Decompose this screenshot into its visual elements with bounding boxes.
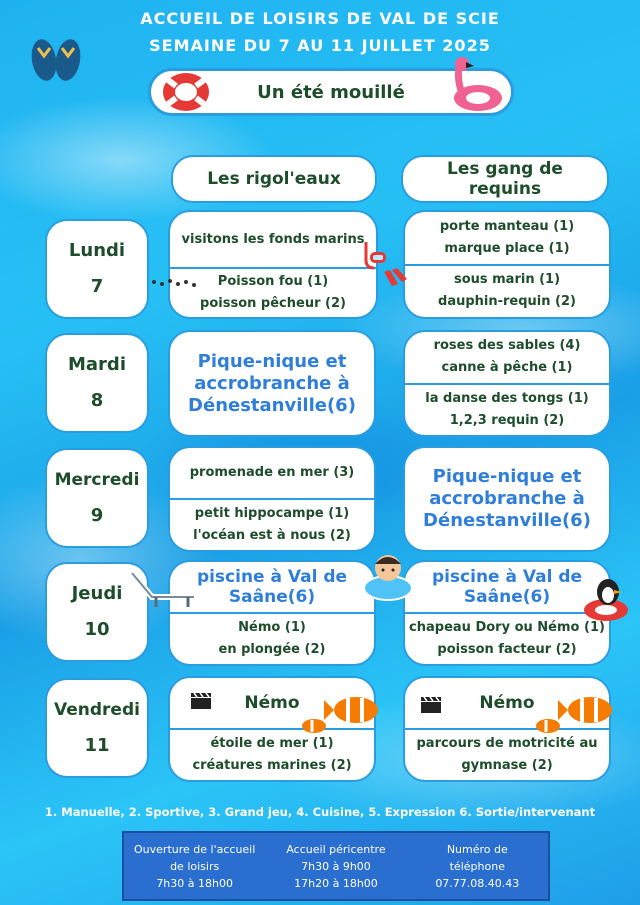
activity-mardi-requins — [403, 330, 611, 437]
activity-highlight: Pique-nique et accrobranche à Dénestanville(6) — [423, 466, 591, 531]
fish-school-icon — [150, 276, 200, 290]
deck-chair-icon — [128, 563, 200, 611]
group-label: Les rigol'eaux — [207, 169, 341, 189]
activity-text: poisson facteur (2) — [437, 642, 577, 657]
activity-text: la danse des tongs (1) — [425, 390, 589, 406]
activity-text: 1,2,3 requin (2) — [449, 412, 565, 428]
activity-text: chapeau Dory ou Némo (1) — [409, 620, 605, 635]
info-footer — [122, 831, 550, 901]
penguin-float-icon — [580, 576, 632, 624]
footer-text: de loisirs — [170, 860, 220, 873]
group-header-requins — [401, 155, 609, 203]
footer-text: 7h30 à 18h00 — [156, 877, 233, 890]
activity-text: gymnase (2) — [461, 758, 553, 773]
opening-hours — [130, 841, 260, 892]
activity-legend: 1. Manuelle, 2. Sportive, 3. Grand jeu, 4. Cuisine, 5. Expression 6. Sortie/intervenant — [44, 805, 596, 819]
activity-text: sous marin (1) — [453, 272, 561, 288]
day-name: Jeudi — [71, 583, 123, 604]
activity-text: porte manteau (1) — [439, 218, 575, 234]
activity-text: Némo (1) — [238, 620, 306, 635]
activity-text: Poisson fou (1) — [217, 274, 329, 290]
day-vendredi — [45, 678, 149, 778]
flip-flops-icon — [28, 36, 86, 84]
day-name: Lundi — [68, 240, 126, 261]
footer-text: Ouverture de l'accueil — [134, 843, 256, 856]
life-buoy-icon — [160, 70, 212, 114]
activity-text: en plongée (2) — [218, 642, 326, 657]
activity-text: l'océan est à nous (2) — [193, 528, 351, 543]
group-header-rigoleaux — [171, 155, 377, 203]
snorkel-mask-icon — [360, 238, 408, 288]
activity-text: dauphin-requin (2) — [438, 294, 576, 310]
phone-number — [412, 841, 542, 892]
activity-text: promenade en mer (3) — [189, 465, 355, 480]
footer-text: 7h30 à 9h00 — [301, 860, 371, 873]
activity-mercredi-requins — [403, 446, 611, 552]
activity-mercredi-rigoleaux — [168, 446, 376, 552]
activity-lundi-rigoleaux — [168, 210, 378, 319]
swimmer-boy-icon — [360, 546, 416, 604]
activity-text: étoile de mer (1) — [210, 736, 334, 751]
footer-text: Accueil péricentre — [286, 843, 386, 856]
footer-text: 17h20 à 18h00 — [294, 877, 378, 890]
clownfish-icon — [298, 694, 382, 736]
footer-text: Numéro de — [446, 843, 508, 856]
page-title: ACCUEIL DE LOISIRS DE VAL DE SCIE — [140, 9, 500, 28]
clownfish-icon — [532, 694, 616, 736]
day-number: 10 — [84, 619, 110, 640]
activity-text: roses des sables (4) — [433, 338, 581, 354]
day-number: 9 — [90, 505, 104, 526]
activity-text: marque place (1) — [444, 240, 570, 256]
day-number: 7 — [90, 276, 104, 297]
clapperboard-icon — [420, 696, 442, 714]
activity-text: créatures marines (2) — [192, 758, 352, 773]
activity-text: parcours de motricité au — [416, 736, 598, 751]
activity-highlight: piscine à Val de Saâne(6) — [196, 567, 348, 607]
activity-highlight: Pique-nique et accrobranche à Dénestanville(6) — [188, 350, 356, 416]
day-number: 8 — [90, 390, 104, 411]
day-name: Mercredi — [54, 470, 140, 490]
activity-text: poisson pêcheur (2) — [200, 296, 346, 312]
activity-text: petit hippocampe (1) — [194, 506, 350, 521]
activity-text: canne à pêche (1) — [441, 360, 573, 376]
day-name: Mardi — [68, 354, 126, 375]
activity-mardi-rigoleaux — [168, 330, 376, 437]
theme-title: Un été mouillé — [257, 81, 405, 103]
activity-title: Némo — [479, 693, 535, 713]
activity-highlight: piscine à Val de Saâne(6) — [431, 567, 583, 607]
day-mercredi — [45, 448, 149, 548]
clapperboard-icon — [190, 692, 212, 710]
day-lundi — [45, 219, 149, 319]
footer-text: 07.77.08.40.43 — [435, 877, 520, 890]
activity-title: Némo — [244, 693, 300, 713]
flamingo-float-icon — [446, 56, 506, 114]
day-mardi — [45, 333, 149, 433]
pericentre-hours — [271, 841, 401, 892]
activity-lundi-requins — [403, 210, 611, 319]
activity-text: visitons les fonds marins — [181, 231, 365, 247]
week-subtitle: SEMAINE DU 7 AU 11 JUILLET 2025 — [149, 36, 491, 55]
footer-text: téléphone — [449, 860, 505, 873]
day-name: Vendredi — [54, 700, 140, 720]
group-label: Les gang de requins — [447, 159, 563, 199]
day-number: 11 — [84, 735, 110, 756]
